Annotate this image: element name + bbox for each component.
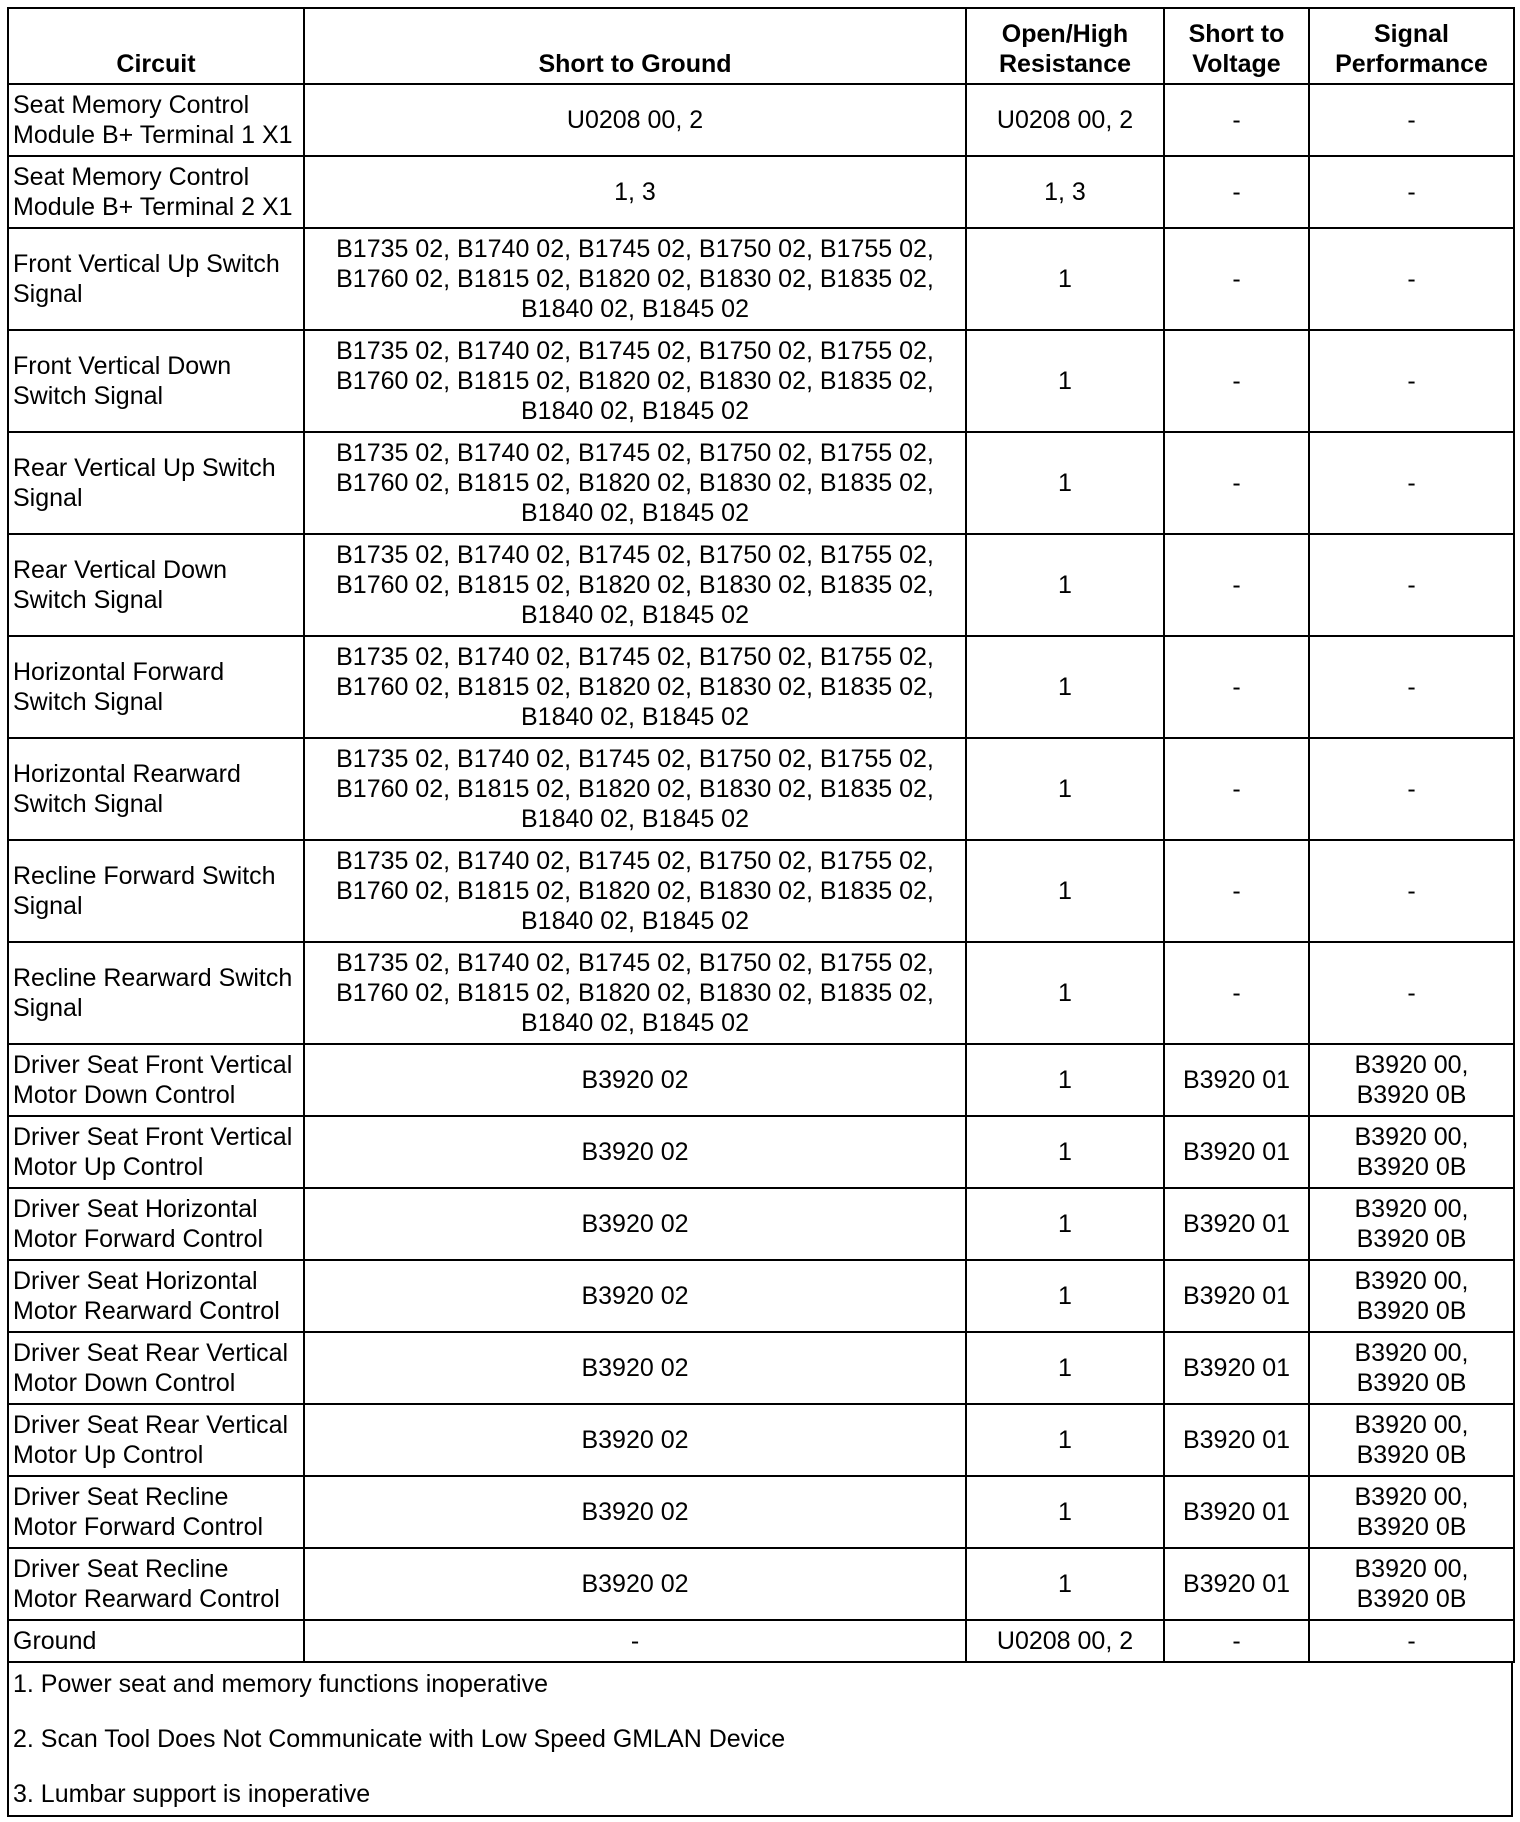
open-high-resistance-cell: 1: [966, 1332, 1164, 1404]
circuit-cell: Driver Seat Front Vertical Motor Down Control: [8, 1044, 304, 1116]
table-row: [8, 156, 1514, 228]
short-to-ground-cell: B3920 02: [304, 1044, 966, 1116]
signal-performance-cell: B3920 00, B3920 0B: [1309, 1476, 1514, 1548]
table-row: [8, 1044, 1514, 1116]
short-to-voltage-cell: B3920 01: [1164, 1404, 1309, 1476]
short-to-ground-cell: B1735 02, B1740 02, B1745 02, B1750 02, B1755 02, B1760 02, B1815 02, B1820 02, B1830 02, B1835 02, B1840 02, B1845 02: [304, 228, 966, 330]
short-to-ground-cell: -: [304, 1620, 966, 1662]
short-to-voltage-cell: -: [1164, 942, 1309, 1044]
short-to-voltage-cell: -: [1164, 636, 1309, 738]
header-open-high-resistance: Open/High Resistance: [966, 8, 1164, 84]
open-high-resistance-cell: 1: [966, 942, 1164, 1044]
short-to-ground-cell: B1735 02, B1740 02, B1745 02, B1750 02, B1755 02, B1760 02, B1815 02, B1820 02, B1830 02, B1835 02, B1840 02, B1845 02: [304, 330, 966, 432]
open-high-resistance-cell: 1: [966, 840, 1164, 942]
header-circuit: Circuit: [8, 8, 304, 84]
table-row: [8, 84, 1514, 156]
open-high-resistance-cell: 1: [966, 738, 1164, 840]
open-high-resistance-cell: 1, 3: [966, 156, 1164, 228]
short-to-ground-cell: B3920 02: [304, 1188, 966, 1260]
short-to-ground-cell: B3920 02: [304, 1116, 966, 1188]
short-to-voltage-cell: B3920 01: [1164, 1044, 1309, 1116]
table-row: [8, 1188, 1514, 1260]
short-to-voltage-cell: -: [1164, 738, 1309, 840]
short-to-ground-cell: B3920 02: [304, 1260, 966, 1332]
short-to-ground-cell: B1735 02, B1740 02, B1745 02, B1750 02, B1755 02, B1760 02, B1815 02, B1820 02, B1830 02, B1835 02, B1840 02, B1845 02: [304, 942, 966, 1044]
table-row: [8, 330, 1514, 432]
signal-performance-cell: B3920 00, B3920 0B: [1309, 1404, 1514, 1476]
short-to-voltage-cell: B3920 01: [1164, 1260, 1309, 1332]
circuit-cell: Recline Forward Switch Signal: [8, 840, 304, 942]
table-row: [8, 1620, 1514, 1662]
signal-performance-cell: -: [1309, 156, 1514, 228]
circuit-cell: Horizontal Rearward Switch Signal: [8, 738, 304, 840]
table-row: [8, 942, 1514, 1044]
short-to-ground-cell: U0208 00, 2: [304, 84, 966, 156]
circuit-cell: Driver Seat Horizontal Motor Rearward Control: [8, 1260, 304, 1332]
table-row: [8, 1332, 1514, 1404]
short-to-ground-cell: B3920 02: [304, 1548, 966, 1620]
circuit-cell: Driver Seat Horizontal Motor Forward Control: [8, 1188, 304, 1260]
circuit-cell: Horizontal Forward Switch Signal: [8, 636, 304, 738]
open-high-resistance-cell: 1: [966, 1188, 1164, 1260]
short-to-voltage-cell: B3920 01: [1164, 1188, 1309, 1260]
short-to-ground-cell: B3920 02: [304, 1332, 966, 1404]
table-row: [8, 1476, 1514, 1548]
header-short-to-voltage: Short to Voltage: [1164, 8, 1309, 84]
footnote-item: 1. Power seat and memory functions inoperative: [13, 1670, 548, 1698]
open-high-resistance-cell: U0208 00, 2: [966, 84, 1164, 156]
short-to-voltage-cell: B3920 01: [1164, 1476, 1309, 1548]
open-high-resistance-cell: 1: [966, 330, 1164, 432]
short-to-voltage-cell: B3920 01: [1164, 1332, 1309, 1404]
open-high-resistance-cell: 1: [966, 1476, 1164, 1548]
short-to-voltage-cell: -: [1164, 330, 1309, 432]
footnotes: [7, 1663, 1513, 1817]
table-row: [8, 840, 1514, 942]
short-to-voltage-cell: B3920 01: [1164, 1548, 1309, 1620]
signal-performance-cell: B3920 00, B3920 0B: [1309, 1116, 1514, 1188]
open-high-resistance-cell: U0208 00, 2: [966, 1620, 1164, 1662]
signal-performance-cell: B3920 00, B3920 0B: [1309, 1188, 1514, 1260]
footnote-item: 3. Lumbar support is inoperative: [13, 1780, 371, 1808]
table-header-row: [8, 8, 1514, 84]
table-row: [8, 1548, 1514, 1620]
table-row: [8, 1404, 1514, 1476]
table-row: [8, 534, 1514, 636]
short-to-voltage-cell: B3920 01: [1164, 1116, 1309, 1188]
circuit-cell: Seat Memory Control Module B+ Terminal 1 X1: [8, 84, 304, 156]
signal-performance-cell: -: [1309, 330, 1514, 432]
signal-performance-cell: B3920 00, B3920 0B: [1309, 1548, 1514, 1620]
table-row: [8, 1260, 1514, 1332]
open-high-resistance-cell: 1: [966, 432, 1164, 534]
table-row: [8, 432, 1514, 534]
circuit-cell: Rear Vertical Down Switch Signal: [8, 534, 304, 636]
short-to-ground-cell: B1735 02, B1740 02, B1745 02, B1750 02, B1755 02, B1760 02, B1815 02, B1820 02, B1830 02, B1835 02, B1840 02, B1845 02: [304, 636, 966, 738]
circuit-cell: Seat Memory Control Module B+ Terminal 2 X1: [8, 156, 304, 228]
short-to-ground-cell: B1735 02, B1740 02, B1745 02, B1750 02, B1755 02, B1760 02, B1815 02, B1820 02, B1830 02, B1835 02, B1840 02, B1845 02: [304, 840, 966, 942]
circuit-cell: Front Vertical Up Switch Signal: [8, 228, 304, 330]
signal-performance-cell: -: [1309, 942, 1514, 1044]
open-high-resistance-cell: 1: [966, 534, 1164, 636]
circuit-cell: Rear Vertical Up Switch Signal: [8, 432, 304, 534]
signal-performance-cell: -: [1309, 534, 1514, 636]
signal-performance-cell: -: [1309, 738, 1514, 840]
header-short-to-ground: Short to Ground: [304, 8, 966, 84]
open-high-resistance-cell: 1: [966, 636, 1164, 738]
circuit-cell: Driver Seat Recline Motor Rearward Control: [8, 1548, 304, 1620]
circuit-dtc-table: [7, 7, 1515, 1663]
short-to-ground-cell: B3920 02: [304, 1476, 966, 1548]
open-high-resistance-cell: 1: [966, 1260, 1164, 1332]
short-to-ground-cell: B1735 02, B1740 02, B1745 02, B1750 02, B1755 02, B1760 02, B1815 02, B1820 02, B1830 02, B1835 02, B1840 02, B1845 02: [304, 738, 966, 840]
open-high-resistance-cell: 1: [966, 1044, 1164, 1116]
open-high-resistance-cell: 1: [966, 1116, 1164, 1188]
short-to-voltage-cell: -: [1164, 156, 1309, 228]
short-to-ground-cell: B1735 02, B1740 02, B1745 02, B1750 02, B1755 02, B1760 02, B1815 02, B1820 02, B1830 02, B1835 02, B1840 02, B1845 02: [304, 432, 966, 534]
signal-performance-cell: -: [1309, 432, 1514, 534]
short-to-ground-cell: 1, 3: [304, 156, 966, 228]
table-row: [8, 1116, 1514, 1188]
signal-performance-cell: -: [1309, 636, 1514, 738]
short-to-voltage-cell: -: [1164, 84, 1309, 156]
table-row: [8, 636, 1514, 738]
diagnostic-table-sheet: [7, 7, 1513, 1817]
circuit-cell: Front Vertical Down Switch Signal: [8, 330, 304, 432]
short-to-voltage-cell: -: [1164, 534, 1309, 636]
table-row: [8, 738, 1514, 840]
signal-performance-cell: -: [1309, 84, 1514, 156]
circuit-cell: Driver Seat Rear Vertical Motor Up Control: [8, 1404, 304, 1476]
open-high-resistance-cell: 1: [966, 1548, 1164, 1620]
open-high-resistance-cell: 1: [966, 228, 1164, 330]
short-to-voltage-cell: -: [1164, 840, 1309, 942]
short-to-ground-cell: B3920 02: [304, 1404, 966, 1476]
table-body: [8, 84, 1514, 1662]
short-to-voltage-cell: -: [1164, 1620, 1309, 1662]
signal-performance-cell: -: [1309, 228, 1514, 330]
open-high-resistance-cell: 1: [966, 1404, 1164, 1476]
short-to-ground-cell: B1735 02, B1740 02, B1745 02, B1750 02, B1755 02, B1760 02, B1815 02, B1820 02, B1830 02, B1835 02, B1840 02, B1845 02: [304, 534, 966, 636]
circuit-cell: Driver Seat Recline Motor Forward Control: [8, 1476, 304, 1548]
signal-performance-cell: B3920 00, B3920 0B: [1309, 1044, 1514, 1116]
signal-performance-cell: -: [1309, 1620, 1514, 1662]
signal-performance-cell: B3920 00, B3920 0B: [1309, 1332, 1514, 1404]
signal-performance-cell: B3920 00, B3920 0B: [1309, 1260, 1514, 1332]
signal-performance-cell: -: [1309, 840, 1514, 942]
circuit-cell: Driver Seat Front Vertical Motor Up Control: [8, 1116, 304, 1188]
circuit-cell: Ground: [8, 1620, 304, 1662]
header-signal-performance: Signal Performance: [1309, 8, 1514, 84]
table-row: [8, 228, 1514, 330]
circuit-cell: Driver Seat Rear Vertical Motor Down Control: [8, 1332, 304, 1404]
short-to-voltage-cell: -: [1164, 432, 1309, 534]
short-to-voltage-cell: -: [1164, 228, 1309, 330]
footnote-item: 2. Scan Tool Does Not Communicate with Low Speed GMLAN Device: [13, 1725, 786, 1753]
circuit-cell: Recline Rearward Switch Signal: [8, 942, 304, 1044]
